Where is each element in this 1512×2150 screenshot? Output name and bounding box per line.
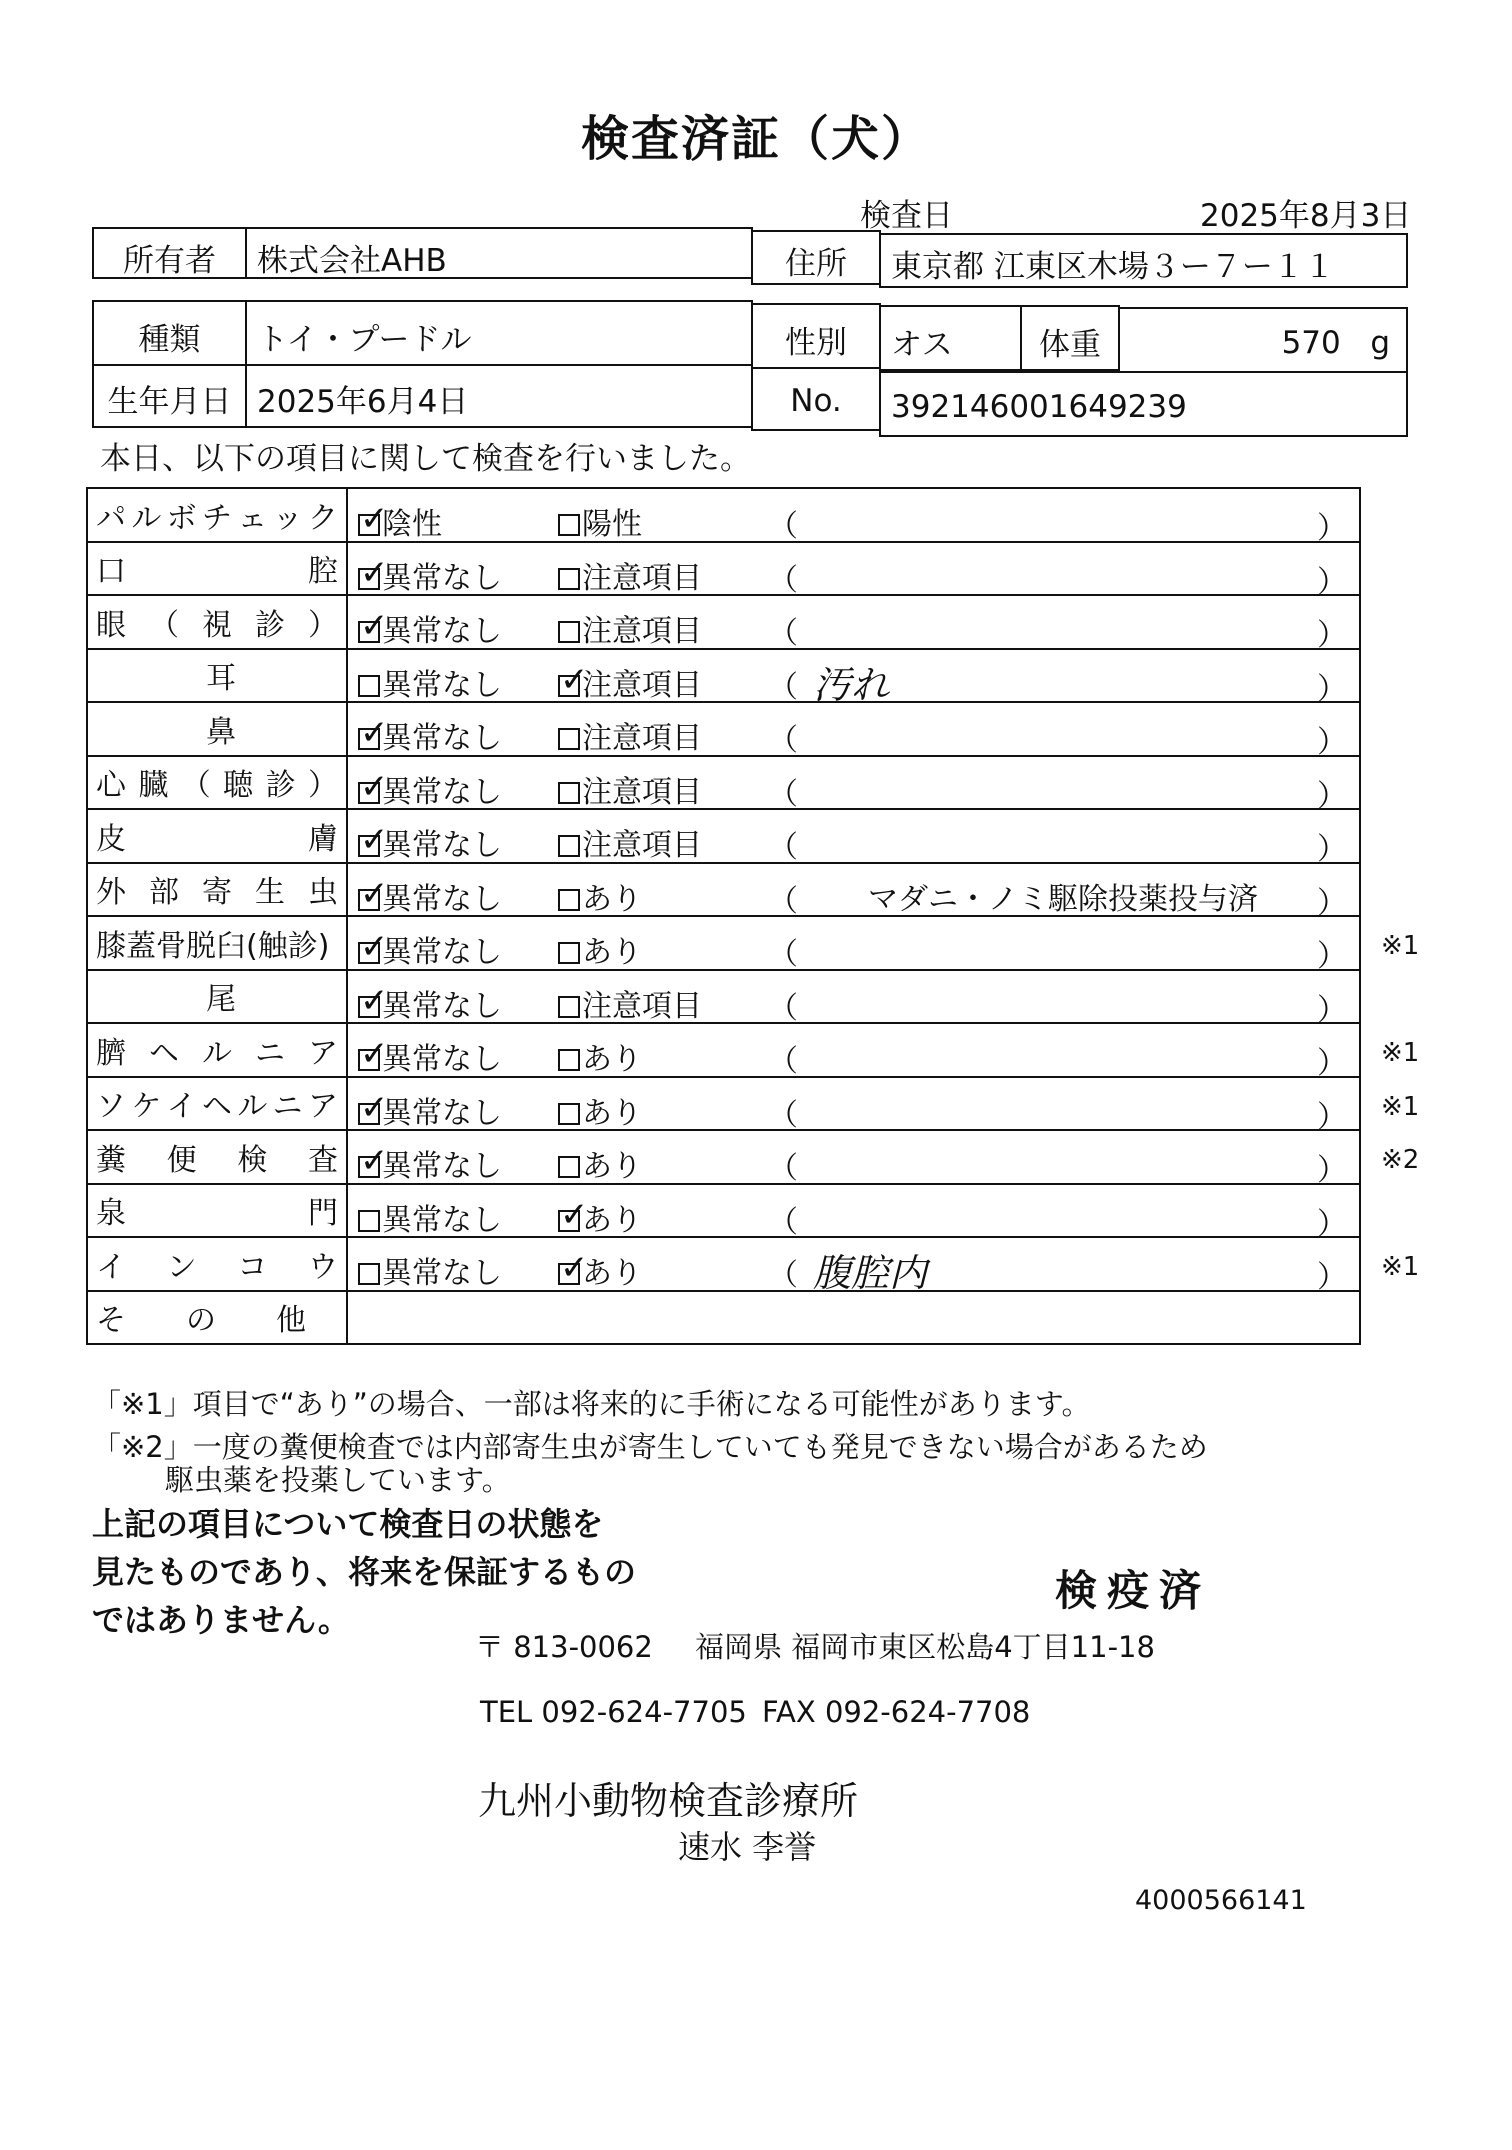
exam-item-options	[347, 863, 1360, 921]
label-char: ア	[307, 1089, 338, 1125]
label-char: ウ	[307, 1249, 338, 1285]
check-mark-icon: ✓	[360, 927, 389, 967]
exam-option-label: 注意項目	[582, 828, 702, 863]
label-char: ニ	[255, 1035, 285, 1071]
footnote-2-line1: 「※2」一度の糞便検査では内部寄生虫が寄生していても発見できない場合があるため	[92, 1430, 1208, 1464]
exam-option-2[interactable]	[558, 1141, 642, 1185]
footnote-mark: ※1	[1381, 1038, 1420, 1068]
exam-item-options	[347, 809, 1360, 867]
label-char: 腔	[308, 554, 338, 590]
checkbox[interactable]	[358, 927, 389, 967]
exam-item-options	[347, 1237, 1420, 1295]
label-char: 生	[255, 875, 285, 911]
label-char: 糞	[96, 1142, 126, 1178]
exam-option-label: 異常なし	[382, 1042, 502, 1077]
footnote-mark: ※1	[1381, 1252, 1420, 1282]
exam-item-note: 腹腔内	[813, 1251, 928, 1295]
checkbox[interactable]	[358, 1034, 389, 1074]
exam-item-label	[87, 1130, 347, 1184]
note-paren-open: （	[768, 1204, 798, 1240]
checkbox[interactable]	[358, 606, 389, 646]
exam-date-label: 検査日	[860, 198, 953, 234]
exam-row	[87, 1023, 1360, 1077]
checkbox[interactable]	[558, 1156, 580, 1178]
exam-row	[87, 1237, 1360, 1291]
exam-item-label-text	[96, 1135, 346, 1179]
note-paren-close: ）	[1317, 778, 1347, 814]
weight-label: 体重	[1020, 305, 1120, 371]
note-paren-open: （	[768, 509, 798, 544]
exam-option-label: 陽性	[582, 507, 642, 542]
exam-item-label	[87, 702, 347, 756]
label-char: （	[180, 768, 211, 804]
document-number: 4000566141	[1135, 1885, 1307, 1916]
exam-item-label	[87, 1237, 347, 1291]
exam-item-options	[347, 1023, 1420, 1081]
disclaimer-line: 上記の項目について検査日の状態を	[92, 1505, 604, 1543]
exam-item-options	[347, 1077, 1420, 1135]
label-char: ル	[131, 500, 162, 536]
exam-item-options	[347, 1130, 1420, 1188]
exam-item-label	[87, 863, 347, 917]
exam-option-label: あり	[582, 881, 642, 917]
label-char: そ	[96, 1303, 126, 1339]
exam-item-label-text	[96, 1028, 346, 1072]
label-char: ル	[202, 1035, 232, 1071]
label-char: 視	[202, 607, 232, 643]
exam-row	[87, 809, 1360, 863]
note-paren-open: （	[768, 990, 798, 1026]
check-mark-icon: ✓	[360, 820, 389, 860]
exam-row	[87, 1077, 1360, 1131]
exam-item-label	[87, 488, 347, 542]
exam-option-label: 注意項目	[582, 774, 702, 810]
exam-option-1[interactable]	[358, 1034, 502, 1078]
label-char: ェ	[237, 500, 268, 536]
checkbox[interactable]	[558, 568, 580, 590]
note-paren-close: ）	[1317, 1099, 1347, 1135]
exam-row	[87, 756, 1360, 810]
note-paren-open: （	[768, 669, 798, 705]
checkbox[interactable]	[358, 713, 389, 753]
note-paren-open: （	[768, 830, 798, 865]
exam-option-label: 異常なし	[382, 935, 502, 970]
checkbox[interactable]	[558, 514, 580, 536]
label-char: ン	[166, 1249, 197, 1285]
exam-option-1[interactable]	[358, 874, 502, 918]
note-paren-open: （	[768, 1151, 798, 1186]
exam-option-1[interactable]	[358, 767, 502, 811]
label-char: 他	[276, 1303, 306, 1339]
exam-item-options	[347, 916, 1420, 974]
note-paren-close: ）	[1317, 1206, 1347, 1242]
exam-item-label	[87, 916, 347, 970]
exam-table	[86, 487, 1420, 1345]
exam-option-1[interactable]	[358, 499, 442, 543]
exam-item-label-text	[96, 1242, 346, 1286]
check-mark-icon: ✓	[360, 1141, 389, 1181]
postal-code: 〒 813-0062	[475, 1630, 653, 1664]
label-char: ニ	[272, 1089, 303, 1125]
exam-option-2[interactable]	[558, 1195, 642, 1239]
checkbox[interactable]	[558, 1194, 589, 1235]
exam-table-body	[87, 488, 1420, 1295]
label-char: 便	[166, 1142, 197, 1178]
exam-item-note: マダニ・ノミ駆除投薬投与済	[868, 881, 1258, 917]
check-mark-icon: ✓	[360, 713, 389, 753]
exam-option-label: 異常なし	[382, 828, 502, 863]
exam-item-label	[87, 970, 347, 1024]
exam-item-options	[347, 595, 1360, 653]
exam-row	[87, 542, 1360, 596]
checkbox[interactable]	[358, 552, 389, 593]
checkbox[interactable]	[558, 728, 580, 750]
note-paren-open: （	[768, 1258, 798, 1293]
label-char: 査	[307, 1142, 338, 1178]
exam-option-label: あり	[582, 1095, 642, 1131]
checkbox[interactable]	[358, 873, 389, 914]
exam-item-label-text: 耳	[206, 661, 236, 697]
exam-option-label: あり	[582, 935, 642, 970]
exam-item-label-text	[96, 1188, 346, 1232]
checkbox[interactable]	[558, 835, 580, 857]
sex-value: オス	[879, 305, 1022, 371]
label-char: ）	[308, 607, 338, 643]
label-char: ヘ	[149, 1035, 179, 1071]
exam-row	[87, 702, 1360, 756]
checkbox[interactable]	[558, 782, 580, 804]
label-char: 口	[96, 554, 126, 590]
breed-label: 種類	[92, 300, 247, 366]
exam-item-options	[347, 970, 1360, 1028]
exam-item-label	[87, 809, 347, 863]
label-char: 眼	[96, 607, 126, 643]
label-char: 泉	[96, 1196, 126, 1232]
exam-option-label: 異常なし	[382, 1202, 502, 1238]
exam-option-2[interactable]	[558, 606, 702, 650]
label-char: 検	[237, 1142, 268, 1178]
exam-option-1[interactable]	[358, 1088, 502, 1132]
exam-option-2[interactable]	[558, 660, 702, 704]
label-char: ボ	[166, 500, 197, 536]
label-char: ク	[307, 500, 338, 536]
exam-option-1[interactable]	[358, 820, 502, 864]
check-mark-icon: ✓	[360, 873, 389, 914]
label-char: 臍	[96, 1035, 126, 1071]
label-char: ア	[308, 1035, 338, 1071]
exam-row	[87, 970, 1360, 1024]
exam-option-1[interactable]	[358, 981, 502, 1025]
exam-item-label-text: 尾	[206, 982, 236, 1018]
no-label: No.	[751, 367, 881, 431]
exam-row	[87, 595, 1360, 649]
label-char: 寄	[202, 875, 232, 911]
label-char: 外	[96, 875, 126, 911]
note-paren-close: ）	[1317, 885, 1347, 921]
label-char: チ	[201, 500, 232, 536]
label-char: ）	[307, 768, 338, 804]
note-paren-close: ）	[1317, 511, 1347, 546]
exam-item-label-text	[96, 867, 346, 911]
checkbox[interactable]	[558, 889, 580, 911]
label-char: 診	[265, 768, 296, 804]
quarantine-seal: 検疫済	[1055, 1566, 1212, 1615]
weight-unit: g	[1370, 325, 1390, 361]
check-mark-icon: ✓	[560, 1248, 589, 1288]
clinic-address: 福岡県 福岡市東区松島4丁目11-18	[695, 1630, 1155, 1664]
exam-item-label	[87, 649, 347, 703]
exam-option-label: 異常なし	[382, 614, 502, 649]
check-mark-icon: ✓	[360, 552, 389, 593]
weight-value: 570	[1281, 325, 1341, 361]
note-paren-open: （	[768, 937, 798, 972]
clinic-tel: TEL 092-624-7705	[480, 1695, 747, 1729]
exam-item-options	[347, 702, 1360, 760]
owner-label: 所有者	[92, 227, 247, 279]
checkbox[interactable]	[358, 820, 389, 860]
check-mark-icon: ✓	[360, 1087, 389, 1128]
label-char: パ	[96, 500, 126, 536]
note-paren-open: （	[768, 883, 798, 919]
exam-option-label: 注意項目	[582, 614, 702, 649]
exam-row	[87, 649, 1360, 703]
disclaimer	[92, 1500, 636, 1644]
document-title: 検査済証（犬）	[580, 111, 931, 167]
exam-option-label: あり	[582, 1256, 642, 1291]
exam-option-label: 異常なし	[382, 1095, 502, 1131]
exam-item-label	[87, 1023, 347, 1077]
exam-item-label-text	[96, 600, 346, 644]
check-mark-icon: ✓	[360, 1034, 389, 1074]
label-char: 聴	[223, 768, 254, 804]
birth-label: 生年月日	[92, 364, 247, 428]
exam-item-label	[87, 595, 347, 649]
label-char: の	[186, 1303, 216, 1339]
exam-option-label: あり	[582, 1042, 642, 1077]
exam-option-2[interactable]	[558, 499, 642, 543]
label-char: ル	[237, 1089, 268, 1125]
checkbox[interactable]	[558, 996, 580, 1018]
footnote-mark: ※1	[1381, 1091, 1420, 1122]
exam-item-label	[87, 542, 347, 596]
exam-option-2[interactable]	[558, 1248, 642, 1292]
checkbox[interactable]	[358, 766, 389, 807]
exam-option-label: 異常なし	[382, 988, 502, 1024]
note-paren-open: （	[768, 1097, 798, 1133]
note-paren-close: ）	[1317, 725, 1347, 760]
exam-item-label-text	[96, 493, 346, 537]
doctor-name: 速水 李誉	[678, 1828, 817, 1866]
exam-option-label: 異常なし	[382, 774, 502, 810]
exam-item-label-text	[96, 1081, 346, 1125]
exam-option-label: 異常なし	[382, 721, 502, 756]
checkbox[interactable]	[558, 1049, 580, 1071]
clinic-name: 九州小動物検査診療所	[478, 1779, 859, 1823]
clinic-fax: FAX 092-624-7708	[762, 1695, 1031, 1729]
exam-option-1[interactable]	[358, 927, 502, 971]
exam-item-label-text	[96, 546, 346, 590]
exam-option-label: 注意項目	[582, 721, 702, 756]
exam-item-label	[87, 1077, 347, 1131]
label-char: 心	[96, 768, 126, 804]
note-paren-close: ）	[1317, 1260, 1347, 1295]
other-value	[347, 1291, 1360, 1345]
label-char: ケ	[131, 1089, 162, 1125]
note-paren-close: ）	[1317, 992, 1347, 1028]
other-row	[87, 1291, 1360, 1345]
address-value: 東京都 江東区木場３ー７ー１１	[879, 233, 1408, 288]
disclaimer-line: 見たものであり、将来を保証するもの	[92, 1553, 637, 1591]
checkbox[interactable]	[358, 499, 389, 539]
exam-item-options	[347, 1184, 1360, 1242]
exam-option-2[interactable]	[558, 820, 702, 864]
exam-option-label: 異常なし	[382, 1149, 502, 1184]
label-char: コ	[237, 1249, 268, 1285]
check-mark-icon: ✓	[360, 499, 389, 539]
owner-value: 株式会社AHB	[245, 227, 753, 279]
check-mark-icon: ✓	[360, 766, 389, 807]
checkbox[interactable]	[358, 1210, 380, 1232]
exam-option-label: 注意項目	[582, 667, 702, 703]
checkbox[interactable]	[358, 1087, 389, 1128]
exam-option-2[interactable]	[558, 874, 642, 918]
exam-option-1[interactable]	[358, 606, 502, 650]
checkbox[interactable]	[558, 621, 580, 643]
exam-option-label: 注意項目	[582, 988, 702, 1024]
checkbox[interactable]	[558, 942, 580, 964]
checkbox[interactable]	[358, 980, 389, 1021]
check-mark-icon: ✓	[360, 980, 389, 1021]
exam-item-note: 汚れ	[813, 662, 890, 707]
label-char: 診	[255, 607, 285, 643]
note-paren-close: ）	[1317, 939, 1347, 974]
note-paren-open: （	[768, 1044, 798, 1079]
exam-option-label: 異常なし	[382, 560, 502, 596]
note-paren-close: ）	[1317, 1153, 1347, 1188]
exam-option-1[interactable]	[358, 1195, 502, 1239]
footnote-mark: ※1	[1381, 931, 1420, 961]
checkbox[interactable]	[558, 1248, 589, 1288]
exam-item-options	[347, 542, 1360, 600]
label-char: （	[149, 607, 179, 643]
label-char: ッ	[272, 500, 303, 536]
exam-option-2[interactable]	[558, 1088, 642, 1132]
exam-item-label-text	[96, 814, 346, 858]
exam-option-label: 異常なし	[382, 881, 502, 917]
footnote-1: 「※1」項目で“あり”の場合、一部は将来的に手術になる可能性があります。	[92, 1387, 1091, 1421]
checkbox[interactable]	[558, 1103, 580, 1125]
exam-option-1[interactable]	[358, 553, 502, 597]
exam-row	[87, 1184, 1360, 1238]
exam-option-label: 異常なし	[382, 1256, 502, 1291]
label-char: 部	[149, 875, 179, 911]
label-char: ヘ	[201, 1089, 232, 1125]
checkbox[interactable]	[358, 675, 380, 697]
exam-option-label: 陰性	[382, 507, 442, 542]
exam-item-options	[347, 488, 1360, 546]
exam-option-label: 異常なし	[382, 667, 502, 703]
checkbox[interactable]	[358, 1141, 389, 1181]
address-label: 住所	[751, 230, 881, 285]
footnote-mark: ※2	[1381, 1145, 1420, 1175]
birth-value: 2025年6月4日	[245, 364, 753, 428]
label-char: 門	[308, 1196, 338, 1232]
note-paren-close: ）	[1317, 564, 1347, 600]
exam-item-label	[87, 1184, 347, 1238]
exam-option-1[interactable]	[358, 660, 502, 704]
other-label-text	[96, 1295, 346, 1339]
exam-option-label: あり	[582, 1149, 642, 1184]
exam-option-2[interactable]	[558, 767, 702, 811]
note-paren-open: （	[768, 723, 798, 758]
exam-row	[87, 916, 1360, 970]
exam-option-1[interactable]	[358, 713, 502, 757]
note-paren-close: ）	[1317, 671, 1347, 707]
check-mark-icon: ✓	[360, 606, 389, 646]
weight-field	[1118, 307, 1408, 373]
exam-option-label: 注意項目	[582, 560, 702, 596]
label-char: 虫	[308, 875, 338, 911]
breed-value: トイ・プードル	[245, 300, 753, 366]
note-paren-close: ）	[1317, 1046, 1347, 1081]
note-paren-open: （	[768, 616, 798, 651]
footnote-2-line2: 駆虫薬を投薬しています。	[165, 1463, 511, 1497]
note-paren-close: ）	[1317, 832, 1347, 867]
checkbox[interactable]	[358, 1263, 380, 1285]
check-mark-icon: ✓	[560, 659, 589, 700]
note-paren-close: ）	[1317, 618, 1347, 653]
exam-option-2[interactable]	[558, 553, 702, 597]
no-value: 392146001649239	[879, 371, 1408, 437]
exam-item-label	[87, 756, 347, 810]
label-char: 臓	[138, 768, 169, 804]
label-char: 皮	[96, 821, 126, 857]
other-label	[87, 1291, 347, 1345]
exam-item-options	[347, 756, 1360, 814]
sex-label: 性別	[751, 303, 881, 369]
intro-text: 本日、以下の項目に関して検査を行いました。	[100, 441, 751, 477]
disclaimer-line: ではありません。	[92, 1601, 350, 1639]
exam-option-2[interactable]	[558, 981, 702, 1025]
exam-date: 2025年8月3日	[1200, 198, 1412, 234]
check-mark-icon: ✓	[560, 1194, 589, 1235]
exam-option-2[interactable]	[558, 1034, 642, 1078]
exam-row	[87, 863, 1360, 917]
label-char: 膚	[308, 821, 338, 857]
exam-row	[87, 1130, 1360, 1184]
exam-option-label: あり	[582, 1202, 642, 1238]
exam-item-label-text	[96, 760, 346, 804]
note-paren-open: （	[768, 776, 798, 812]
exam-item-label-text: 鼻	[206, 714, 236, 750]
note-paren-open: （	[768, 562, 798, 598]
exam-row	[87, 488, 1360, 542]
exam-item-label-text: 膝蓋骨脱臼(触診)	[96, 928, 330, 964]
label-char: イ	[166, 1089, 197, 1125]
exam-option-2[interactable]	[558, 927, 642, 971]
exam-option-1[interactable]	[358, 1141, 502, 1185]
label-char: ソ	[96, 1089, 126, 1125]
exam-item-options	[347, 649, 1360, 707]
checkbox[interactable]	[558, 659, 589, 700]
label-char: イ	[96, 1249, 126, 1285]
exam-option-2[interactable]	[558, 713, 702, 757]
exam-option-1[interactable]	[358, 1248, 502, 1292]
